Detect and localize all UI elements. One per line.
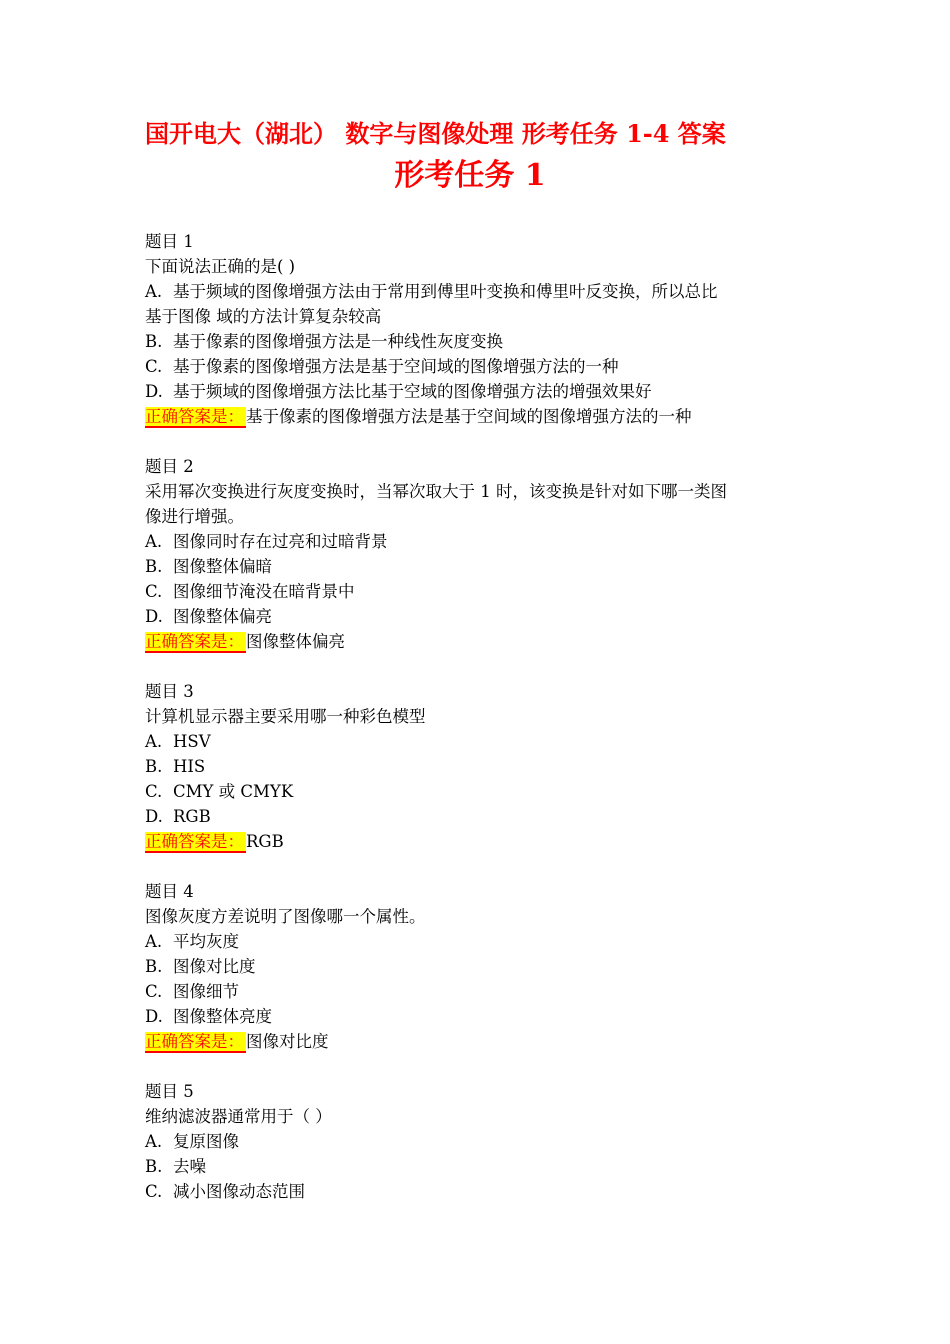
question-number: 题目 5 (145, 1082, 194, 1101)
option-line (145, 529, 825, 554)
option-text: 去噪 (173, 1157, 206, 1176)
option-line (145, 754, 825, 779)
question-number: 题目 4 (145, 882, 194, 901)
option-line (145, 1179, 825, 1204)
option-text: 基于图像 域的方法计算复杂较高 (145, 307, 382, 326)
option-letter: D. (145, 807, 163, 826)
question-stem: 采用幂次变换进行灰度变换时，当幂次取大于 1 时，该变换是针对如下哪一类图 (145, 482, 727, 501)
option-letter: C. (145, 1182, 163, 1201)
document-title: 国开电大（湖北） 数字与图像处理 形考任务 1-4 答案 (145, 119, 726, 148)
answer-text: 基于像素的图像增强方法是基于空间域的图像增强方法的一种 (246, 407, 692, 426)
option-text: HSV (173, 732, 211, 751)
option-line (145, 554, 825, 579)
answer-label: 正确答案是： (145, 632, 244, 651)
option-letter: C. (145, 982, 163, 1001)
option-text: 图像对比度 (173, 957, 256, 976)
option-letter: B. (145, 1157, 163, 1176)
option-letter: B. (145, 957, 163, 976)
option-letter: C. (145, 782, 163, 801)
section-title: 形考任务 1 (394, 158, 546, 193)
option-text: 复原图像 (173, 1132, 239, 1151)
answer-label: 正确答案是： (145, 407, 244, 426)
option-text: 基于频域的图像增强方法由于常用到傅里叶变换和傅里叶反变换，所以总比 (173, 282, 718, 301)
question-block (145, 229, 825, 429)
option-text: HIS (173, 757, 206, 776)
question-number: 题目 3 (145, 682, 194, 701)
option-line (145, 279, 825, 304)
option-line (145, 929, 825, 954)
question-block (145, 879, 825, 1054)
option-text: 平均灰度 (173, 932, 239, 951)
option-letter: D. (145, 382, 163, 401)
option-line (145, 329, 825, 354)
option-line (145, 579, 825, 604)
option-letter: A. (145, 932, 163, 951)
option-letter: B. (145, 757, 163, 776)
question-stem: 计算机显示器主要采用哪一种彩色模型 (145, 707, 426, 726)
option-line (145, 379, 825, 404)
question-number: 题目 2 (145, 457, 194, 476)
option-text: RGB (173, 807, 211, 826)
option-text: 图像细节淹没在暗背景中 (173, 582, 355, 601)
option-line (145, 779, 825, 804)
question-stem: 图像灰度方差说明了图像哪一个属性。 (145, 907, 426, 926)
correct-answer (145, 829, 825, 854)
question-stem: 下面说法正确的是( ) (145, 257, 296, 276)
option-line (145, 1129, 825, 1154)
option-letter: A. (145, 732, 163, 751)
question-list (145, 229, 825, 1204)
question-block (145, 1079, 825, 1204)
option-text: 图像整体偏暗 (173, 557, 272, 576)
correct-answer (145, 1029, 825, 1054)
option-letter: C. (145, 357, 163, 376)
option-text: 图像整体亮度 (173, 1007, 272, 1026)
answer-text: 图像对比度 (246, 1032, 329, 1051)
option-text: 图像整体偏亮 (173, 607, 272, 626)
option-letter: B. (145, 332, 163, 351)
answer-text: 图像整体偏亮 (246, 632, 345, 651)
question-block (145, 679, 825, 854)
option-line (145, 604, 825, 629)
option-letter: D. (145, 1007, 163, 1026)
option-text: 基于频域的图像增强方法比基于空域的图像增强方法的增强效果好 (173, 382, 652, 401)
option-letter: C. (145, 582, 163, 601)
answer-text: RGB (246, 832, 284, 851)
option-line (145, 304, 825, 329)
option-line (145, 954, 825, 979)
option-letter: A. (145, 282, 163, 301)
option-line (145, 979, 825, 1004)
option-letter: B. (145, 557, 163, 576)
option-line (145, 729, 825, 754)
option-letter: A. (145, 1132, 163, 1151)
correct-answer (145, 404, 825, 429)
option-text: 图像细节 (173, 982, 239, 1001)
option-line (145, 1154, 825, 1179)
option-text: 图像同时存在过亮和过暗背景 (173, 532, 388, 551)
option-text: 基于像素的图像增强方法是一种线性灰度变换 (173, 332, 503, 351)
question-number: 题目 1 (145, 232, 194, 251)
correct-answer (145, 629, 825, 654)
question-stem: 像进行增强。 (145, 507, 244, 526)
question-block (145, 454, 825, 654)
option-line (145, 804, 825, 829)
option-text: CMY 或 CMYK (173, 782, 294, 801)
question-stem: 维纳滤波器通常用于（ ） (145, 1107, 332, 1126)
option-line (145, 354, 825, 379)
answer-label: 正确答案是： (145, 1032, 244, 1051)
option-text: 减小图像动态范围 (173, 1182, 305, 1201)
option-letter: D. (145, 607, 163, 626)
document-page (145, 118, 825, 1229)
option-line (145, 1004, 825, 1029)
option-letter: A. (145, 532, 163, 551)
answer-label: 正确答案是： (145, 832, 244, 851)
option-text: 基于像素的图像增强方法是基于空间域的图像增强方法的一种 (173, 357, 619, 376)
